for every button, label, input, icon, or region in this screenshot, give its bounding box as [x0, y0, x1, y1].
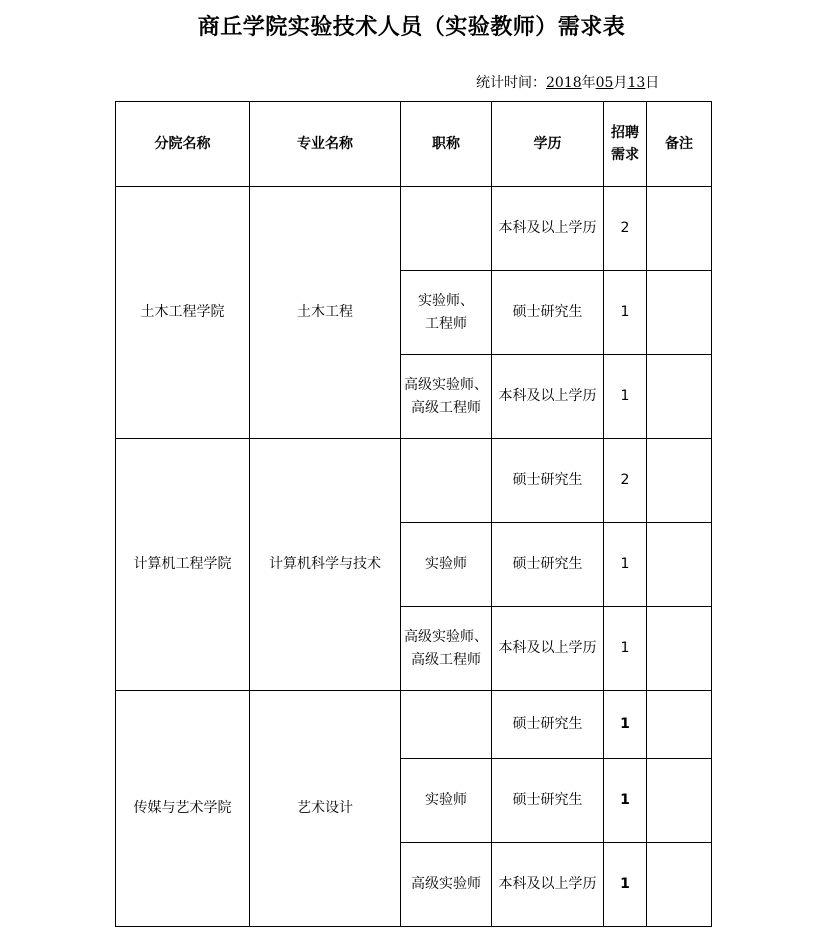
cell-education: 本科及以上学历 [492, 843, 604, 927]
cell-remark [647, 691, 712, 759]
cell-education: 硕士研究生 [492, 439, 604, 523]
cell-college: 土木工程学院 [116, 187, 250, 439]
table-row [116, 187, 712, 271]
cell-demand: 1 [604, 691, 647, 759]
cell-education: 硕士研究生 [492, 759, 604, 843]
cell-college: 传媒与艺术学院 [116, 691, 250, 927]
cell-demand: 2 [604, 187, 647, 271]
header-demand-line1: 招聘 [611, 124, 639, 141]
cell-education: 硕士研究生 [492, 523, 604, 607]
cell-major: 计算机科学与技术 [250, 439, 401, 691]
cell-demand: 1 [604, 523, 647, 607]
cell-demand: 1 [604, 355, 647, 439]
table-header-row [116, 102, 712, 187]
cell-demand: 1 [604, 843, 647, 927]
header-education: 学历 [492, 102, 604, 187]
cell-remark [647, 523, 712, 607]
cell-education: 硕士研究生 [492, 691, 604, 759]
header-title: 职称 [401, 102, 492, 187]
cell-title: 实验师 [401, 523, 492, 607]
page-title: 商丘学院实验技术人员（实验教师）需求表 [197, 14, 626, 40]
cell-title: 高级实验师、 高级工程师 [401, 607, 492, 691]
table-row [116, 691, 712, 759]
stat-day: 13 [627, 75, 646, 91]
cell-remark [647, 355, 712, 439]
header-remark: 备注 [647, 102, 712, 187]
stat-month-unit: 月 [613, 75, 628, 91]
header-major: 专业名称 [250, 102, 401, 187]
cell-demand: 2 [604, 439, 647, 523]
header-college: 分院名称 [116, 102, 250, 187]
cell-demand: 1 [604, 759, 647, 843]
cell-title: 高级实验师、 高级工程师 [401, 355, 492, 439]
cell-demand: 1 [604, 271, 647, 355]
cell-college: 计算机工程学院 [116, 439, 250, 691]
cell-major: 艺术设计 [250, 691, 401, 927]
stat-year-unit: 年 [581, 75, 596, 91]
cell-education: 硕士研究生 [492, 271, 604, 355]
cell-title [401, 187, 492, 271]
stat-day-unit: 日 [645, 75, 660, 91]
stat-month: 05 [595, 75, 614, 91]
cell-education: 本科及以上学历 [492, 355, 604, 439]
cell-demand: 1 [604, 607, 647, 691]
stat-year: 2018 [546, 75, 582, 91]
cell-title: 高级实验师 [401, 843, 492, 927]
statistics-date [476, 72, 659, 92]
cell-remark [647, 843, 712, 927]
cell-major: 土木工程 [250, 187, 401, 439]
cell-remark [647, 759, 712, 843]
cell-remark [647, 271, 712, 355]
cell-title [401, 691, 492, 759]
cell-remark [647, 439, 712, 523]
header-demand-line2: 需求 [611, 147, 639, 163]
cell-title: 实验师 [401, 759, 492, 843]
cell-title [401, 439, 492, 523]
cell-remark [647, 187, 712, 271]
header-demand [604, 102, 647, 187]
cell-education: 本科及以上学历 [492, 187, 604, 271]
cell-remark [647, 607, 712, 691]
demand-table [115, 101, 712, 927]
cell-education: 本科及以上学历 [492, 607, 604, 691]
stat-label: 统计时间： [476, 75, 546, 91]
table-row [116, 439, 712, 523]
cell-title: 实验师、 工程师 [401, 271, 492, 355]
